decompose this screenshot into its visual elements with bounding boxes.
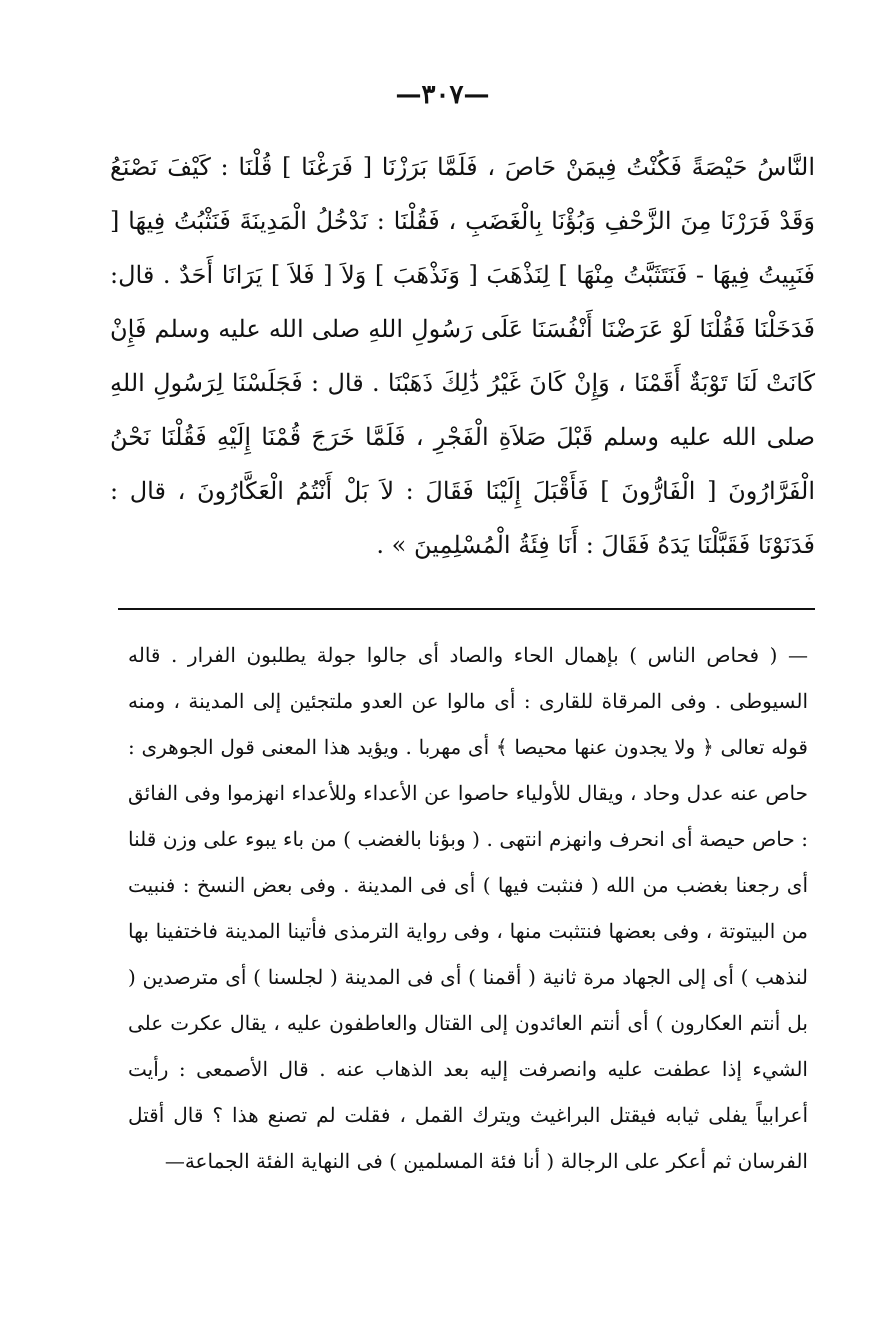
footnote-divider [118, 608, 815, 610]
hadith-main-text [110, 140, 815, 572]
footnotes-section [128, 632, 808, 1184]
footnote-paragraph: — ( فحاص الناس ) بإهمال الحاء والصاد أى جالوا جولة يطلبون الفرار . قاله السيوطى . وفى المرقاة للقارى : أى مالوا عن العدو ملتجئين إلى المدينة ، ومنه قوله تعالى ﴿ ولا يجدون عنها محيصا ﴾ أى مهربا . ويؤيد هذا المعنى قول الجوهرى : حاص عنه عدل وحاد ، ويقال للأولياء حاصوا عن الأعداء وللأعداء انهزموا وفى الفائق : حاص حيصة أى انحرف وانهزم انتهى . ( وبؤنا بالغضب ) من باء يبوء على وزن قلنا أى رجعنا بغضب من الله ( فنثبت فيها ) أى فى المدينة . وفى بعض النسخ : فنبيت من البيتوتة ، وفى بعضها فنتثبت منها ، وفى رواية الترمذى فأتينا المدينة فاختفينا بها لنذهب ) أى إلى الجهاد مرة ثانية ( أقمنا ) أى فى المدينة ( لجلسنا ) أى مترصدين ( بل أنتم العكارون ) أى أنتم العائدون إلى القتال والعاطفون عليه ، يقال عكرت على الشيء إذا عطفت عليه وانصرفت إليه بعد الذهاب عنه . قال الأصمعى : رأيت أعرابياً يفلى ثيابه فيقتل البراغيث ويترك القمل ، فقلت لم تصنع هذا ؟ قال أقتل الفرسان ثم أعكر على الرجالة ( أنا فئة المسلمين ) فى النهاية الفئة الجماعة— [128, 643, 808, 1173]
page-number: —٣٠٧— [395, 80, 490, 110]
main-text-paragraph: النَّاسُ حَيْصَةً فَكُنْتُ فِيمَنْ حَاصَ ، فَلَمَّا بَرَزْنَا [ فَرَغْنَا ] قُلْنَا : كَيْفَ نَصْنَعُ وَقَدْ فَرَرْنَا مِنَ الزَّحْفِ وَبُؤْنَا بِالْغَضَبِ ، فَقُلْنَا : نَدْخُلُ الْمَدِينَةَ فَنَثْبُتُ فِيهَا [ فَنَبِيتُ فِيهَا - فَنَتَثَبَّتُ مِنْهَا ] لِنَذْهَبَ [ وَنَذْهَبَ ] وَلاَ [ فَلاَ ] يَرَانَا أَحَدٌ . قال: فَدَخَلْنَا فَقُلْنَا لَوْ عَرَضْنَا أَنْفُسَنَا عَلَى رَسُولِ اللهِ صلى الله عليه وسلم فَإِنْ كَانَتْ لَنَا تَوْبَةٌ أَقَمْنَا ، وَإِنْ كَانَ غَيْرُ ذَٰلِكَ ذَهَبْنَا . قال : فَجَلَسْنَا لِرَسُولِ اللهِ صلى الله عليه وسلم قَبْلَ صَلاَةِ الْفَجْرِ ، فَلَمَّا خَرَجَ قُمْنَا إِلَيْهِ فَقُلْنَا نَحْنُ الْفَرَّارُونَ [ الْفَارُّونَ ] فَأَقْبَلَ إِلَيْنَا فَقَالَ : لاَ بَلْ أَنْتُمُ الْعَكَّارُونَ ، قال : فَدَنَوْنَا فَقَبَّلْنَا يَدَهُ فَقَالَ : أَنَا فِئَةُ الْمُسْلِمِينَ » . [110, 153, 815, 559]
